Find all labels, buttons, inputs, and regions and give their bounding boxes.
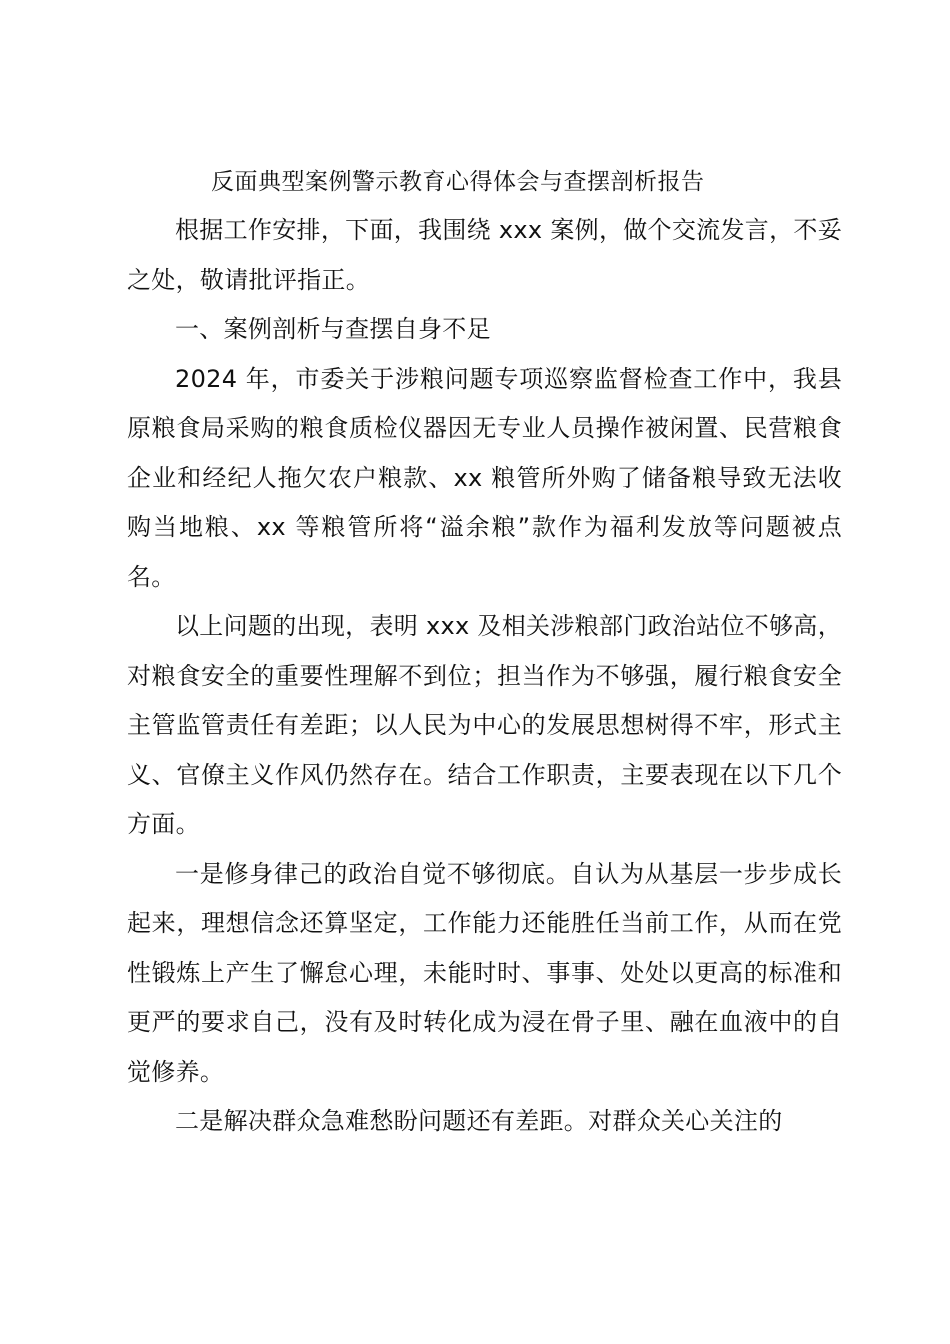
paragraph-point-1: 一是修身律己的政治自觉不够彻底。自认为从基层一步步成长起来，理想信念还算坚定，工作能力还能胜任当前工作，从而在党性锻炼上产生了懈怠心理，未能时时、事事、处处以更高的标准和更严的要求自己，没有及时转化成为浸在骨子里、融在血液中的自觉修养。 bbox=[127, 859, 842, 1086]
document-body bbox=[127, 160, 842, 1147]
paragraph-intro: 根据工作安排，下面，我围绕 xxx 案例，做个交流发言，不妥之处，敬请批评指正。 bbox=[127, 216, 842, 294]
document-title: 反面典型案例警示教育心得体会与查摆剖析报告 bbox=[211, 169, 705, 195]
paragraph-case-description: 2024 年，市委关于涉粮问题专项巡察监督检查工作中，我县原粮食局采购的粮食质检仪器因无专业人员操作被闲置、民营粮食企业和经纪人拖欠农户粮款、xx 粮管所外购了储备粮导致无法收购当地粮、xx 等粮管所将“溢余粮”款作为福利发放等问题被点名。 bbox=[127, 364, 842, 591]
paragraph-analysis: 以上问题的出现，表明 xxx 及相关涉粮部门政治站位不够高，对粮食安全的重要性理解不到位；担当作为不够强，履行粮食安全主管监管责任有差距；以人民为中心的发展思想树得不牢，形式主义、官僚主义作风仍然存在。结合工作职责，主要表现在以下几个方面。 bbox=[127, 612, 842, 838]
section-heading-1: 一、案例剖析与查摆自身不足 bbox=[175, 315, 491, 343]
paragraph-point-2: 二是解决群众急难愁盼问题还有差距。对群众关心关注的 bbox=[175, 1107, 783, 1135]
